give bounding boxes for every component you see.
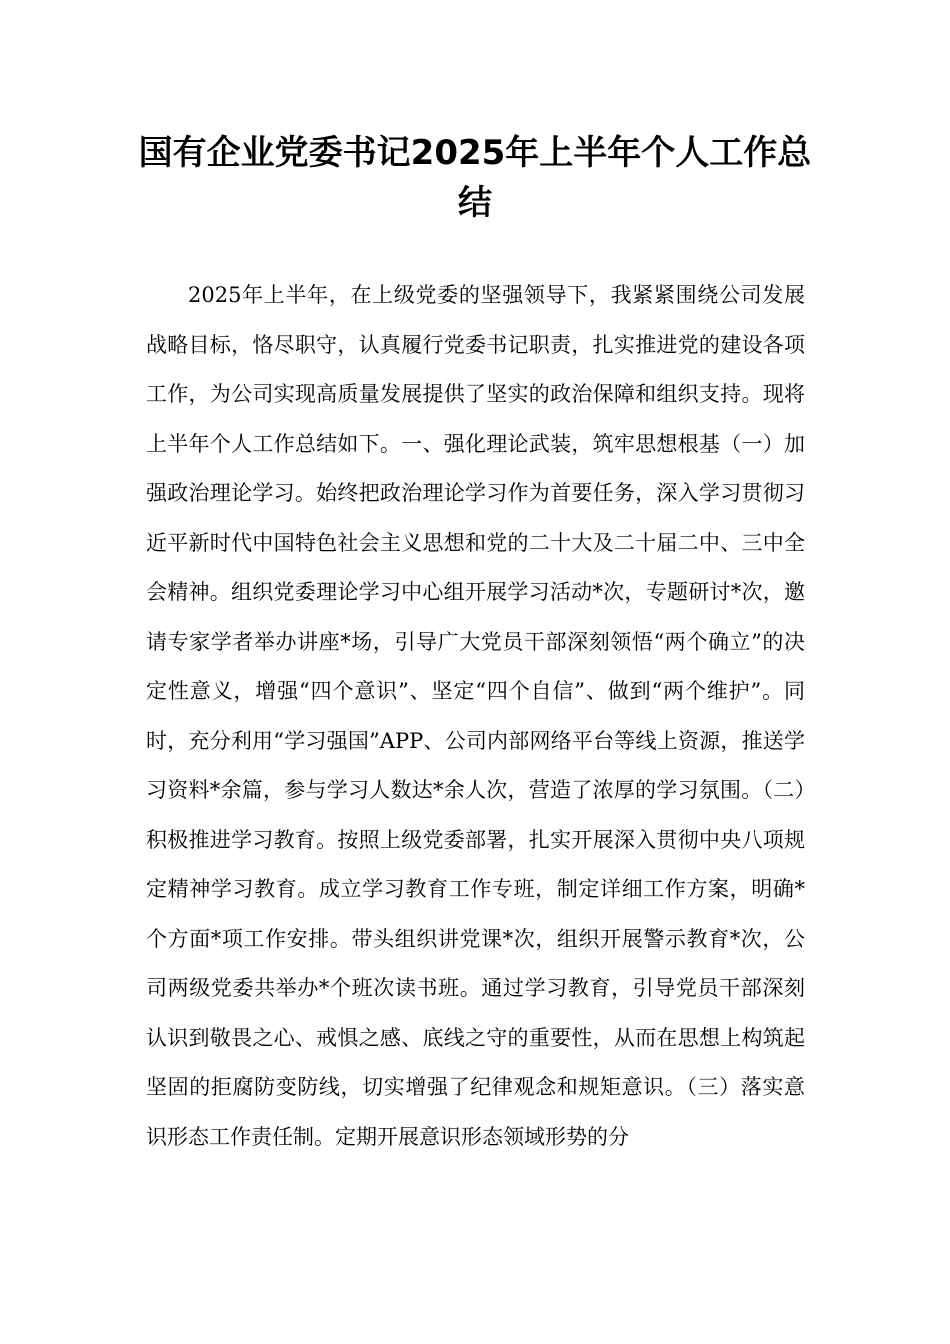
document-title: 国有企业党委书记2025年上半年个人工作总结 xyxy=(138,133,812,223)
document-body-paragraph: 2025年上半年，在上级党委的坚强领导下，我紧紧围绕公司发展战略目标，恪尽职守，认真履行党委书记职责，扎实推进党的建设各项工作，为公司实现高质量发展提供了坚实的政治保障和组织支持。现将上半年个人工作总结如下。一、强化理论武装，筑牢思想根基（一）加强政治理论学习。始终把政治理论学习作为首要任务，深入学习贯彻习近平新时代中国特色社会主义思想和党的二十大及二十届二中、三中全会精神。组织党委理论学习中心组开展学习活动*次，专题研讨*次，邀请专家学者举办讲座*场，引导广大党员干部深刻领悟“两个确立”的决定性意义，增强“四个意识”、坚定“四个自信”、做到“两个维护”。同时，充分利用“学习强国”APP、公司内部网络平台等线上资源，推送学习资料*余篇，参与学习人数达*余人次，营造了浓厚的学习氛围。（二）积极推进学习教育。按照上级党委部署，扎实开展深入贯彻中央八项规定精神学习教育。成立学习教育工作专班，制定详细工作方案，明确*个方面*项工作安排。带头组织讲党课*次，组织开展警示教育*次，公司两级党委共举办*个班次读书班。通过学习教育，引导党员干部深刻认识到敬畏之心、戒惧之感、底线之守的重要性，从而在思想上构筑起坚固的拒腐防变防线，切实增强了纪律观念和规矩意识。（三）落实意识形态工作责任制。定期开展意识形态领域形势的分 xyxy=(146,283,805,1149)
